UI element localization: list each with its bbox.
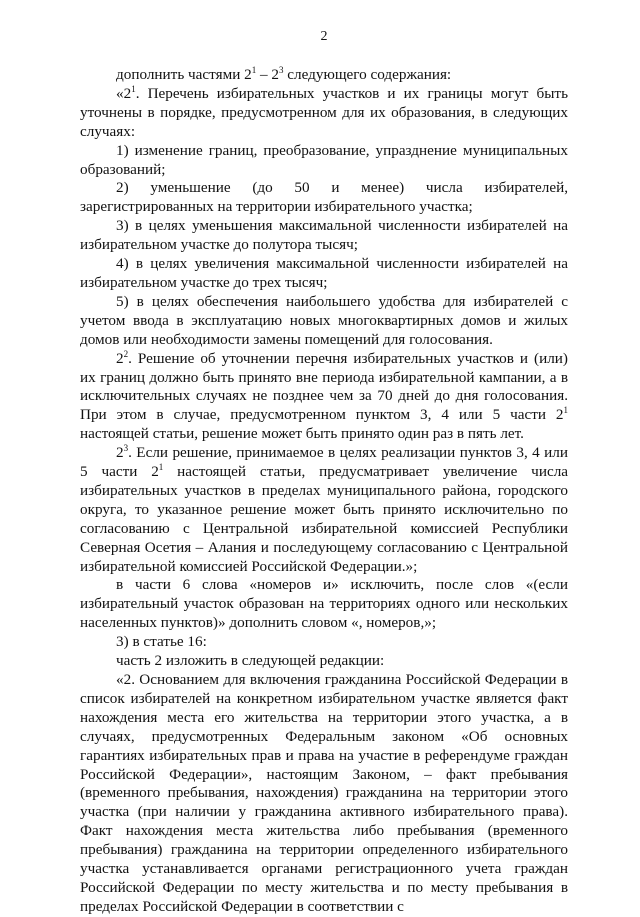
text-run: 2) уменьшение (до 50 и менее) числа избирателей, зарегистрированных на территории избирательного участка; — [80, 179, 568, 216]
superscript: 1 — [131, 83, 136, 94]
paragraph — [80, 633, 568, 652]
text-run: в части 6 слова «номеров и» исключить, после слов «(если избирательный участок образован на территориях одного или нескольких населенных пунктов)» дополнить словом «, номеров,»; — [80, 576, 568, 632]
text-run: 4) в целях увеличения максимальной численности избирателей на избирательном участке до трех тысяч; — [80, 255, 568, 291]
paragraph — [80, 255, 568, 293]
text-run: 2 — [116, 444, 124, 462]
paragraph — [80, 293, 568, 350]
text-run: настоящей статьи, решение может быть принято один раз в пять лет. — [80, 425, 524, 443]
superscript: 3 — [279, 64, 284, 75]
superscript: 1 — [251, 64, 257, 75]
text-run: . Решение об уточнении перечня избирательных участков и (или) их границ должно быть принято вне периода избирательной кампании, а в исключительных случаях не позднее чем за 70 дней до дня голосования. При этом в случае, предусмотренном пунктом 3, 4 или 5 части 2 — [80, 349, 568, 424]
text-run: 5) в целях обеспечения наибольшего удобства для избирателей с учетом ввода в эксплуатацию новых многоквартирных домов и жилых домов или необходимости замены помещений для голосования. — [80, 292, 568, 348]
paragraph — [80, 217, 568, 255]
text-run: – 2 — [256, 66, 279, 83]
paragraph — [80, 142, 568, 180]
text-run: «2 — [116, 84, 132, 102]
text-run: следующего содержания: — [283, 66, 452, 83]
paragraph — [80, 179, 568, 217]
paragraph — [80, 671, 568, 917]
text-run: «2. Основанием для включения гражданина Российской Федерации в список избирателей на конкретном избирательном участке является факт нахождения места его жительства на территории этого участка, а в случаях, предусмотренных Федеральным законом «Об основных гарантиях избирательных прав и права на участие в референдуме граждан Российской Федерации», настоящим Законом, – факт пребывания (временного пребывания, нахождения) гражданина на территории этого участка (при наличии у гражданина активного избирательного права). Факт нахождения места жительства либо пребывания (временного пребывания) гражданина на территории определенного избирательного участка устанавливается органами регистрационного учета граждан Российской Федерации по месту жительства и по месту пребывания в пределах Российской Федерации в соответствии с — [80, 671, 568, 915]
paragraph — [80, 652, 568, 671]
document-body — [80, 66, 568, 917]
page-number: 2 — [320, 29, 328, 44]
text-run: 2 — [116, 349, 124, 367]
text-run: настоящей статьи, предусматривает увеличение числа избирательных участков в пределах муниципального района, городского округа, то указанное решение может быть принято исключительно по согласованию с Центральной избирательной комиссией Республики Северная Осетия – Алания и последующему согласованию с Центральной избирательной комиссией Российской Федерации.»; — [80, 463, 569, 575]
paragraph — [80, 576, 568, 633]
paragraph — [80, 350, 568, 445]
superscript: 1 — [158, 461, 164, 472]
text-run: 3) в целях уменьшения максимальной численности избирателей на избирательном участке до полутора тысяч; — [80, 217, 568, 254]
superscript: 2 — [123, 348, 129, 359]
text-run: 1) изменение границ, преобразование, упразднение муниципальных образований; — [80, 141, 568, 178]
text-run: часть 2 изложить в следующей редакции: — [116, 652, 385, 670]
superscript: 3 — [123, 443, 129, 454]
superscript: 1 — [563, 405, 568, 416]
document-page — [80, 28, 568, 917]
paragraph — [80, 444, 568, 576]
text-run: дополнить частями 2 — [116, 66, 252, 83]
text-run: . Перечень избирательных участков и их границы могут быть уточнены в порядке, предусмотренном для их образования, в следующих случаях: — [80, 84, 568, 140]
text-run: 3) в статье 16: — [116, 633, 207, 651]
text-run: . Если решение, принимаемое в целях реализации пунктов 3, 4 или 5 части 2 — [80, 444, 568, 481]
paragraph — [80, 66, 568, 85]
paragraph — [80, 85, 568, 142]
